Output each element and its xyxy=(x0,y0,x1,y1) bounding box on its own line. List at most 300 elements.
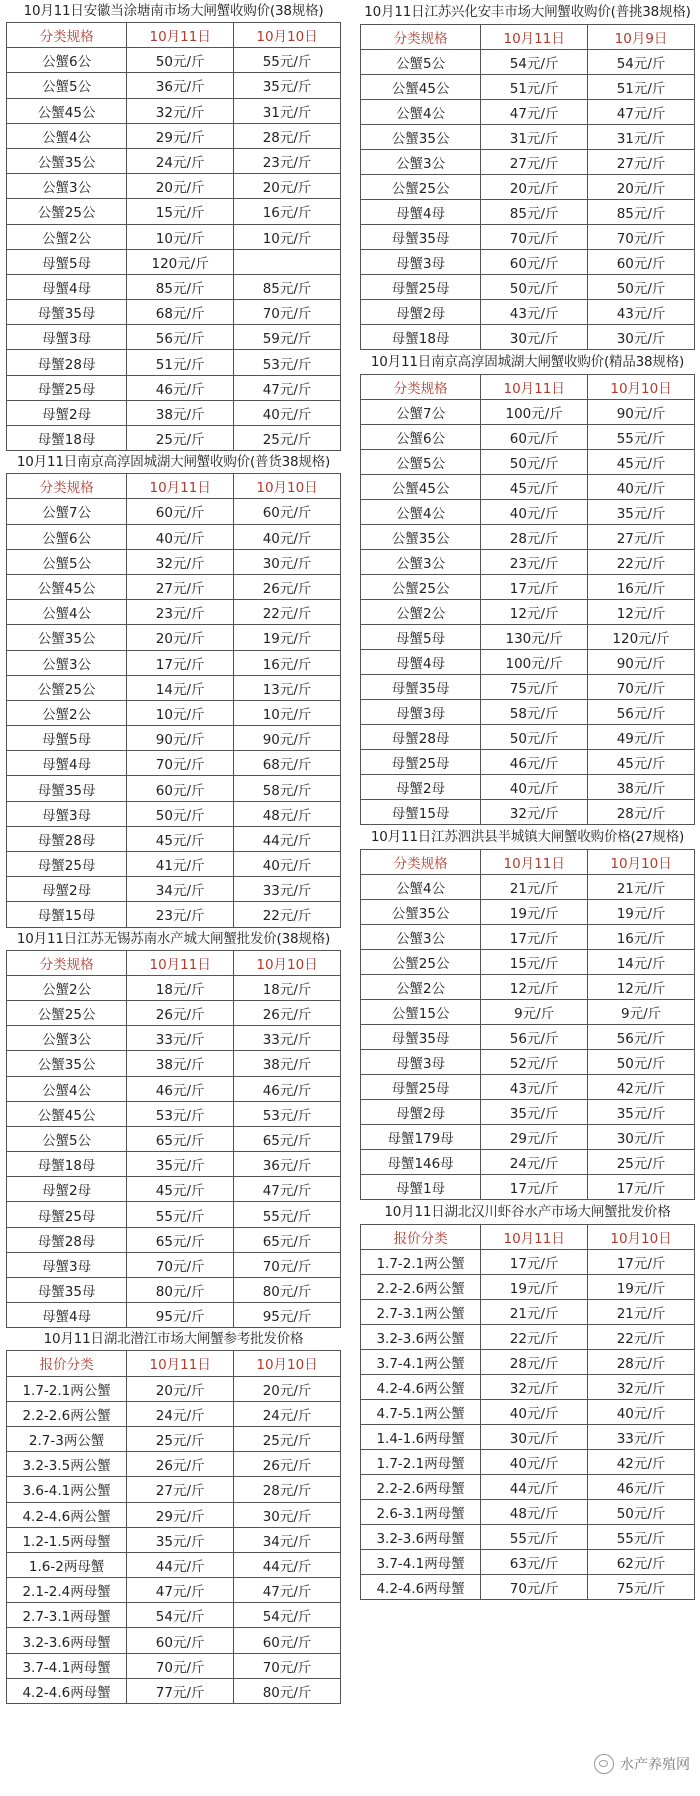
table-row xyxy=(361,550,695,575)
price-cell: 47元/斤 xyxy=(127,1578,234,1603)
price-cell: 22元/斤 xyxy=(234,600,341,625)
price-cell: 30元/斤 xyxy=(588,1125,695,1150)
spec-cell: 4.2-4.6两母蟹 xyxy=(7,1678,127,1703)
price-cell: 90元/斤 xyxy=(588,400,695,425)
price-cell: 32元/斤 xyxy=(588,1375,695,1400)
price-cell: 22元/斤 xyxy=(234,902,341,927)
spec-cell: 公蟹15公 xyxy=(361,1000,481,1025)
table-row xyxy=(7,726,341,751)
price-cell: 50元/斤 xyxy=(588,1500,695,1525)
table-header-row xyxy=(361,375,695,400)
spec-cell: 公蟹25公 xyxy=(7,675,127,700)
price-cell: 25元/斤 xyxy=(127,426,234,451)
price-cell: 30元/斤 xyxy=(234,1502,341,1527)
spec-cell: 母蟹2母 xyxy=(361,300,481,325)
spec-cell: 2.6-3.1两母蟹 xyxy=(361,1500,481,1525)
price-cell: 48元/斤 xyxy=(481,1500,588,1525)
spec-cell: 公蟹35公 xyxy=(7,625,127,650)
spec-cell: 公蟹25公 xyxy=(7,199,127,224)
price-cell: 70元/斤 xyxy=(234,1653,341,1678)
table-row xyxy=(7,826,341,851)
table-row xyxy=(361,200,695,225)
price-cell: 28元/斤 xyxy=(234,1477,341,1502)
spec-cell: 1.4-1.6两母蟹 xyxy=(361,1425,481,1450)
price-cell: 44元/斤 xyxy=(481,1475,588,1500)
table-row xyxy=(7,249,341,274)
price-cell: 45元/斤 xyxy=(588,450,695,475)
price-cell: 40元/斤 xyxy=(588,1400,695,1425)
price-cell: 40元/斤 xyxy=(481,775,588,800)
spec-cell: 母蟹146母 xyxy=(361,1150,481,1175)
price-cell: 17元/斤 xyxy=(127,650,234,675)
price-table xyxy=(6,473,341,927)
price-cell: 17元/斤 xyxy=(588,1175,695,1200)
table-row xyxy=(361,1400,695,1425)
price-cell: 25元/斤 xyxy=(127,1426,234,1451)
price-cell: 10元/斤 xyxy=(234,224,341,249)
price-cell: 17元/斤 xyxy=(481,1250,588,1275)
price-cell: 45元/斤 xyxy=(127,1177,234,1202)
table-row xyxy=(7,426,341,451)
price-cell: 28元/斤 xyxy=(481,525,588,550)
spec-cell: 公蟹3公 xyxy=(361,150,481,175)
price-table xyxy=(360,24,695,350)
spec-cell: 母蟹25母 xyxy=(7,852,127,877)
price-table-block xyxy=(360,825,695,1200)
price-cell: 38元/斤 xyxy=(127,400,234,425)
spec-cell: 母蟹3母 xyxy=(7,1252,127,1277)
spec-cell: 公蟹35公 xyxy=(7,148,127,173)
price-cell: 10元/斤 xyxy=(127,224,234,249)
price-cell: 70元/斤 xyxy=(588,675,695,700)
spec-cell: 公蟹25公 xyxy=(7,1000,127,1025)
table-row xyxy=(7,1252,341,1277)
table-row xyxy=(361,1500,695,1525)
price-table xyxy=(6,950,341,1329)
price-cell: 60元/斤 xyxy=(127,1628,234,1653)
table-row xyxy=(7,852,341,877)
price-cell: 38元/斤 xyxy=(234,1051,341,1076)
table-row xyxy=(7,499,341,524)
table-title: 10月11日南京高淳固城湖大闸蟹收购价(精品38规格) xyxy=(370,354,685,370)
table-row xyxy=(7,1502,341,1527)
watermark-text: 水产养殖网 xyxy=(620,1757,690,1773)
spec-cell: 母蟹35母 xyxy=(361,675,481,700)
spec-cell: 公蟹45公 xyxy=(7,98,127,123)
price-cell: 80元/斤 xyxy=(234,1678,341,1703)
price-cell: 70元/斤 xyxy=(127,1653,234,1678)
price-table xyxy=(360,849,695,1200)
table-row xyxy=(7,1000,341,1025)
price-cell: 12元/斤 xyxy=(481,975,588,1000)
price-cell: 48元/斤 xyxy=(234,801,341,826)
table-row xyxy=(7,48,341,73)
price-cell: 34元/斤 xyxy=(127,877,234,902)
price-cell: 19元/斤 xyxy=(234,625,341,650)
table-row xyxy=(7,625,341,650)
table-row xyxy=(361,125,695,150)
spec-cell: 公蟹5公 xyxy=(7,1126,127,1151)
table-row xyxy=(7,1227,341,1252)
spec-cell: 母蟹1母 xyxy=(361,1175,481,1200)
spec-cell: 母蟹25母 xyxy=(7,1202,127,1227)
price-cell: 47元/斤 xyxy=(234,1177,341,1202)
table-row xyxy=(361,775,695,800)
spec-cell: 3.2-3.6两母蟹 xyxy=(7,1628,127,1653)
spec-cell: 公蟹6公 xyxy=(7,524,127,549)
price-cell: 31元/斤 xyxy=(234,98,341,123)
price-cell: 54元/斤 xyxy=(588,50,695,75)
table-row xyxy=(361,250,695,275)
spec-cell: 2.2-2.6两母蟹 xyxy=(361,1475,481,1500)
price-cell: 28元/斤 xyxy=(588,800,695,825)
price-cell: 22元/斤 xyxy=(588,550,695,575)
spec-cell: 公蟹45公 xyxy=(7,1101,127,1126)
price-cell: 65元/斤 xyxy=(234,1126,341,1151)
price-cell: 58元/斤 xyxy=(234,776,341,801)
price-cell: 56元/斤 xyxy=(127,325,234,350)
spec-cell: 公蟹3公 xyxy=(7,1026,127,1051)
spec-cell: 公蟹2公 xyxy=(7,700,127,725)
column-header: 10月11日 xyxy=(481,25,588,50)
table-row xyxy=(361,1075,695,1100)
table-header-row xyxy=(361,25,695,50)
price-cell: 40元/斤 xyxy=(481,500,588,525)
price-cell: 20元/斤 xyxy=(588,175,695,200)
table-row xyxy=(7,1076,341,1101)
price-cell: 20元/斤 xyxy=(234,174,341,199)
table-row xyxy=(7,801,341,826)
price-cell xyxy=(234,249,341,274)
spec-cell: 公蟹45公 xyxy=(361,75,481,100)
price-cell: 43元/斤 xyxy=(481,300,588,325)
price-cell: 42元/斤 xyxy=(588,1075,695,1100)
price-cell: 77元/斤 xyxy=(127,1678,234,1703)
price-cell: 26元/斤 xyxy=(234,1000,341,1025)
price-cell: 40元/斤 xyxy=(481,1400,588,1425)
price-cell: 36元/斤 xyxy=(127,73,234,98)
price-cell: 16元/斤 xyxy=(234,650,341,675)
price-cell: 27元/斤 xyxy=(588,150,695,175)
column-header: 分类规格 xyxy=(7,950,127,975)
column-header: 10月11日 xyxy=(481,375,588,400)
price-cell: 10元/斤 xyxy=(234,700,341,725)
price-table-block xyxy=(360,0,695,350)
price-cell: 50元/斤 xyxy=(127,48,234,73)
spec-cell: 3.7-4.1两母蟹 xyxy=(361,1550,481,1575)
price-cell: 20元/斤 xyxy=(127,625,234,650)
table-row xyxy=(7,549,341,574)
price-cell: 21元/斤 xyxy=(588,1300,695,1325)
price-cell: 34元/斤 xyxy=(234,1527,341,1552)
table-row xyxy=(361,450,695,475)
table-row xyxy=(361,1125,695,1150)
spec-cell: 公蟹35公 xyxy=(361,125,481,150)
table-header-row xyxy=(361,850,695,875)
table-row xyxy=(7,524,341,549)
price-cell: 95元/斤 xyxy=(234,1303,341,1328)
table-row xyxy=(7,600,341,625)
price-cell: 46元/斤 xyxy=(234,1076,341,1101)
table-row xyxy=(7,199,341,224)
price-cell: 35元/斤 xyxy=(588,1100,695,1125)
price-cell: 29元/斤 xyxy=(127,123,234,148)
table-row xyxy=(7,1678,341,1703)
price-cell: 50元/斤 xyxy=(481,725,588,750)
table-title: 10月11日湖北潜江市场大闸蟹参考批发价格 xyxy=(43,1331,304,1348)
price-table xyxy=(6,1350,341,1704)
spec-cell: 母蟹3母 xyxy=(361,250,481,275)
spec-cell: 公蟹3公 xyxy=(361,925,481,950)
spec-cell: 母蟹3母 xyxy=(7,325,127,350)
price-cell: 19元/斤 xyxy=(588,900,695,925)
table-row xyxy=(361,1250,695,1275)
table-row xyxy=(361,325,695,350)
price-cell: 65元/斤 xyxy=(127,1227,234,1252)
price-cell: 30元/斤 xyxy=(481,325,588,350)
price-cell: 45元/斤 xyxy=(481,475,588,500)
spec-cell: 公蟹4公 xyxy=(361,100,481,125)
price-cell: 40元/斤 xyxy=(588,475,695,500)
price-cell: 47元/斤 xyxy=(234,1578,341,1603)
spec-cell: 公蟹35公 xyxy=(7,1051,127,1076)
table-row xyxy=(361,1325,695,1350)
table-row xyxy=(7,350,341,375)
price-cell: 58元/斤 xyxy=(481,700,588,725)
price-cell: 85元/斤 xyxy=(481,200,588,225)
price-cell: 19元/斤 xyxy=(588,1275,695,1300)
price-cell: 90元/斤 xyxy=(234,726,341,751)
table-row xyxy=(7,325,341,350)
table-row xyxy=(7,123,341,148)
spec-cell: 母蟹3母 xyxy=(361,700,481,725)
price-cell: 50元/斤 xyxy=(481,275,588,300)
table-row xyxy=(7,300,341,325)
table-row xyxy=(361,1100,695,1125)
table-row xyxy=(361,750,695,775)
price-cell: 40元/斤 xyxy=(234,852,341,877)
table-row xyxy=(361,1000,695,1025)
price-cell: 46元/斤 xyxy=(127,1076,234,1101)
price-cell: 70元/斤 xyxy=(127,1252,234,1277)
table-row xyxy=(7,650,341,675)
table-title: 10月11日安徽当涂塘南市场大闸蟹收购价(38规格) xyxy=(23,3,324,19)
spec-cell: 公蟹4公 xyxy=(7,1076,127,1101)
price-cell: 90元/斤 xyxy=(127,726,234,751)
price-cell: 53元/斤 xyxy=(234,1101,341,1126)
price-cell: 26元/斤 xyxy=(127,1000,234,1025)
table-row xyxy=(7,1477,341,1502)
price-cell: 85元/斤 xyxy=(234,274,341,299)
price-cell: 50元/斤 xyxy=(588,275,695,300)
price-cell: 17元/斤 xyxy=(481,1175,588,1200)
price-cell: 60元/斤 xyxy=(481,425,588,450)
table-row xyxy=(361,100,695,125)
price-cell: 38元/斤 xyxy=(588,775,695,800)
spec-cell: 母蟹5母 xyxy=(361,625,481,650)
spec-cell: 母蟹2母 xyxy=(7,1177,127,1202)
price-cell: 35元/斤 xyxy=(127,1152,234,1177)
price-cell: 44元/斤 xyxy=(234,826,341,851)
price-cell: 20元/斤 xyxy=(234,1376,341,1401)
table-row xyxy=(7,700,341,725)
price-cell: 18元/斤 xyxy=(234,975,341,1000)
table-row xyxy=(361,725,695,750)
table-row xyxy=(7,1126,341,1151)
spec-cell: 母蟹28母 xyxy=(361,725,481,750)
spec-cell: 2.7-3.1两母蟹 xyxy=(7,1603,127,1628)
spec-cell: 母蟹28母 xyxy=(7,350,127,375)
table-row xyxy=(361,525,695,550)
price-cell: 28元/斤 xyxy=(234,123,341,148)
price-cell: 75元/斤 xyxy=(481,675,588,700)
price-table xyxy=(6,22,341,451)
table-row xyxy=(7,675,341,700)
spec-cell: 公蟹3公 xyxy=(7,174,127,199)
spec-cell: 母蟹4母 xyxy=(7,274,127,299)
price-cell: 22元/斤 xyxy=(588,1325,695,1350)
price-cell: 46元/斤 xyxy=(588,1475,695,1500)
price-cell: 47元/斤 xyxy=(481,100,588,125)
table-row xyxy=(7,776,341,801)
spec-cell: 公蟹35公 xyxy=(361,525,481,550)
spec-cell: 2.1-2.4两母蟹 xyxy=(7,1578,127,1603)
price-cell: 21元/斤 xyxy=(481,1300,588,1325)
spec-cell: 公蟹6公 xyxy=(7,48,127,73)
column-header: 分类规格 xyxy=(7,474,127,499)
table-row xyxy=(7,98,341,123)
price-cell: 14元/斤 xyxy=(127,675,234,700)
spec-cell: 母蟹3母 xyxy=(7,801,127,826)
price-cell: 29元/斤 xyxy=(481,1125,588,1150)
price-cell: 38元/斤 xyxy=(127,1051,234,1076)
price-cell: 59元/斤 xyxy=(234,325,341,350)
price-cell: 44元/斤 xyxy=(127,1552,234,1577)
price-cell: 23元/斤 xyxy=(127,902,234,927)
column-header: 10月10日 xyxy=(588,375,695,400)
spec-cell: 1.2-1.5两母蟹 xyxy=(7,1527,127,1552)
price-cell: 62元/斤 xyxy=(588,1550,695,1575)
column-header: 分类规格 xyxy=(361,25,481,50)
price-cell: 13元/斤 xyxy=(234,675,341,700)
price-cell: 16元/斤 xyxy=(234,199,341,224)
spec-cell: 公蟹5公 xyxy=(361,450,481,475)
spec-cell: 公蟹5公 xyxy=(7,73,127,98)
price-cell: 46元/斤 xyxy=(481,750,588,775)
table-row xyxy=(7,877,341,902)
price-cell: 12元/斤 xyxy=(481,600,588,625)
price-cell: 43元/斤 xyxy=(588,300,695,325)
table-row xyxy=(7,1603,341,1628)
price-cell: 56元/斤 xyxy=(588,700,695,725)
spec-cell: 母蟹4母 xyxy=(7,751,127,776)
spec-cell: 母蟹15母 xyxy=(7,902,127,927)
table-row xyxy=(361,1300,695,1325)
table-row xyxy=(7,224,341,249)
table-row xyxy=(361,1375,695,1400)
price-cell: 20元/斤 xyxy=(127,1376,234,1401)
table-row xyxy=(361,625,695,650)
price-cell: 21元/斤 xyxy=(481,875,588,900)
table-title: 10月11日湖北汉川虾谷水产市场大闸蟹批发价格 xyxy=(384,1204,671,1220)
price-table-block xyxy=(6,1328,341,1704)
price-table xyxy=(360,1224,695,1600)
price-cell: 16元/斤 xyxy=(588,575,695,600)
price-cell: 47元/斤 xyxy=(234,375,341,400)
table-row xyxy=(361,975,695,1000)
spec-cell: 公蟹2公 xyxy=(361,975,481,1000)
price-cell: 32元/斤 xyxy=(481,1375,588,1400)
table-row xyxy=(361,1475,695,1500)
price-cell: 23元/斤 xyxy=(127,600,234,625)
spec-cell: 母蟹25母 xyxy=(361,750,481,775)
price-cell: 130元/斤 xyxy=(481,625,588,650)
table-row xyxy=(361,1275,695,1300)
spec-cell: 3.7-4.1两母蟹 xyxy=(7,1653,127,1678)
table-row xyxy=(361,150,695,175)
column-header: 10月10日 xyxy=(588,1225,695,1250)
table-row xyxy=(361,1025,695,1050)
price-cell: 56元/斤 xyxy=(588,1025,695,1050)
price-cell: 55元/斤 xyxy=(234,1202,341,1227)
price-cell: 18元/斤 xyxy=(127,975,234,1000)
price-cell: 30元/斤 xyxy=(481,1425,588,1450)
price-cell: 15元/斤 xyxy=(127,199,234,224)
price-cell: 33元/斤 xyxy=(588,1425,695,1450)
right-column xyxy=(360,0,695,1600)
spec-cell: 4.7-5.1两公蟹 xyxy=(361,1400,481,1425)
spec-cell: 母蟹35母 xyxy=(7,776,127,801)
price-cell: 50元/斤 xyxy=(481,450,588,475)
price-cell: 45元/斤 xyxy=(127,826,234,851)
price-cell: 60元/斤 xyxy=(481,250,588,275)
table-row xyxy=(361,475,695,500)
table-row xyxy=(7,1653,341,1678)
table-title: 10月11日江苏无锡苏南水产城大闸蟹批发价(38规格) xyxy=(16,930,331,947)
table-row xyxy=(361,700,695,725)
price-cell: 85元/斤 xyxy=(588,200,695,225)
spec-cell: 公蟹4公 xyxy=(7,600,127,625)
price-cell: 55元/斤 xyxy=(127,1202,234,1227)
price-cell: 27元/斤 xyxy=(588,525,695,550)
table-row xyxy=(361,650,695,675)
price-cell: 43元/斤 xyxy=(481,1075,588,1100)
table-row xyxy=(7,73,341,98)
price-cell: 10元/斤 xyxy=(127,700,234,725)
price-cell: 26元/斤 xyxy=(234,574,341,599)
price-cell: 27元/斤 xyxy=(127,1477,234,1502)
price-cell: 55元/斤 xyxy=(481,1525,588,1550)
price-cell: 25元/斤 xyxy=(234,426,341,451)
price-cell: 30元/斤 xyxy=(588,325,695,350)
spec-cell: 母蟹179母 xyxy=(361,1125,481,1150)
price-cell: 70元/斤 xyxy=(481,1575,588,1600)
price-cell: 120元/斤 xyxy=(127,249,234,274)
column-header: 10月11日 xyxy=(481,850,588,875)
price-cell: 52元/斤 xyxy=(481,1050,588,1075)
price-cell: 19元/斤 xyxy=(481,900,588,925)
spec-cell: 母蟹35母 xyxy=(361,225,481,250)
column-header: 10月10日 xyxy=(234,1351,341,1376)
table-title: 10月11日江苏兴化安丰市场大闸蟹收购价(普挑38规格) xyxy=(364,4,691,20)
column-header: 10月11日 xyxy=(481,1225,588,1250)
table-row xyxy=(361,1575,695,1600)
price-cell: 50元/斤 xyxy=(127,801,234,826)
price-cell: 60元/斤 xyxy=(127,499,234,524)
price-table-block xyxy=(360,1200,695,1600)
price-cell: 28元/斤 xyxy=(481,1350,588,1375)
spec-cell: 2.2-2.6两公蟹 xyxy=(361,1275,481,1300)
